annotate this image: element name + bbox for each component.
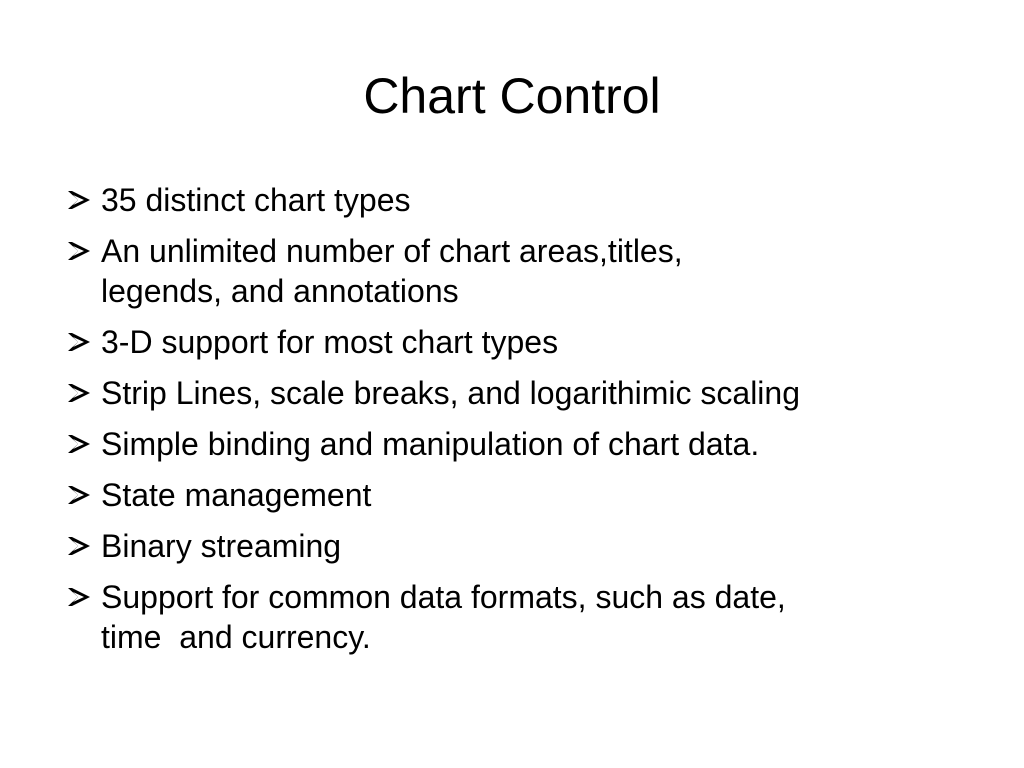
arrow-bullet-icon xyxy=(66,373,101,413)
list-item xyxy=(66,475,966,515)
slide-title: Chart Control xyxy=(363,68,661,124)
bullet-list xyxy=(66,180,966,668)
bullet-text-line-1: An unlimited number of chart areas,titles, xyxy=(101,233,683,269)
arrow-bullet-icon xyxy=(66,577,101,617)
list-item xyxy=(66,373,966,413)
arrow-bullet-icon xyxy=(66,231,101,271)
bullet-text: Binary streaming xyxy=(101,528,342,564)
arrow-bullet-icon xyxy=(66,424,101,464)
arrow-bullet-icon xyxy=(66,322,101,362)
list-item xyxy=(66,577,966,657)
list-item xyxy=(66,322,966,362)
bullet-text-line-2: time and currency. xyxy=(101,619,371,655)
bullet-text: Strip Lines, scale breaks, and logarithimic scaling xyxy=(101,375,800,411)
bullet-text-line-1: Support for common data formats, such as date, xyxy=(101,579,786,615)
arrow-bullet-icon xyxy=(66,526,101,566)
bullet-text-line-2: legends, and annotations xyxy=(101,273,459,309)
arrow-bullet-icon xyxy=(66,475,101,515)
list-item xyxy=(66,424,966,464)
bullet-text: 3-D support for most chart types xyxy=(101,324,559,360)
bullet-text: 35 distinct chart types xyxy=(101,182,411,218)
arrow-bullet-icon xyxy=(66,180,101,220)
list-item xyxy=(66,526,966,566)
list-item xyxy=(66,231,966,311)
bullet-text: State management xyxy=(101,477,372,513)
list-item xyxy=(66,180,966,220)
bullet-text: Simple binding and manipulation of chart data. xyxy=(101,426,760,462)
